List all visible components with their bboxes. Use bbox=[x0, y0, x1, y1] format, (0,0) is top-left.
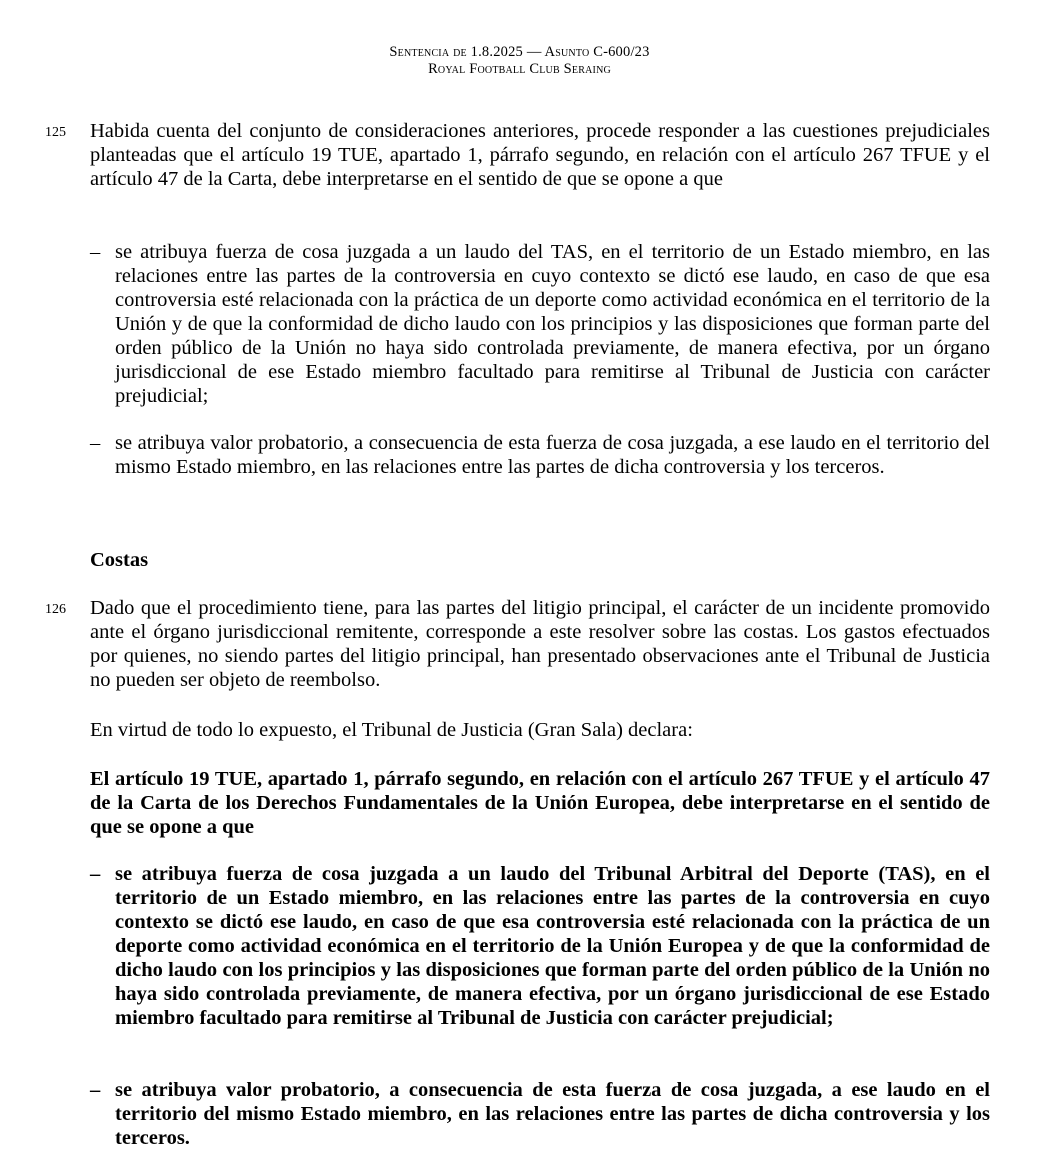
section-heading-costas: Costas bbox=[90, 549, 149, 571]
header-party-line: Royal Football Club Seraing bbox=[428, 61, 611, 77]
dash-marker: – bbox=[90, 1079, 101, 1101]
dash-marker: – bbox=[90, 432, 101, 454]
running-header bbox=[0, 44, 1039, 78]
paragraph-126: Dado que el procedimiento tiene, para las partes del litigio principal, el carácter de un incidente promovido ante el órgano jurisdiccional remitente, corresponde a este resolver sobre las costas. Los gastos efectuados por quienes, no siendo partes del litigio principal, han presentado observaciones ante el Tribunal de Justicia no pueden ser objeto de reembolso. bbox=[90, 597, 990, 691]
item-text: se atribuya valor probatorio, a consecuencia de esta fuerza de cosa juzgada, a ese laudo en el territorio del mismo Estado miembro, en las relaciones entre las partes de dicha controversia y los terceros. bbox=[115, 1079, 990, 1149]
paragraph-number-125: 125 bbox=[45, 125, 66, 140]
declaration-intro: En virtud de todo lo expuesto, el Tribunal de Justicia (Gran Sala) declara: bbox=[90, 719, 693, 741]
paragraph-125-item-1 bbox=[90, 240, 990, 408]
dash-marker: – bbox=[90, 863, 101, 885]
item-text: se atribuya fuerza de cosa juzgada a un laudo del Tribunal Arbitral del Deporte (TAS), en el territorio de un Estado miembro, en las relaciones entre las partes de la controversia en cuyo contexto se dictó ese laudo, en caso de que esa controversia esté relacionada con la práctica de un deporte como actividad económica en el territorio de la Unión Europea y de que la conformidad de dicho laudo con los principios y las disposiciones que forman parte del orden público de la Unión no haya sido controlada previamente, de manera efectiva, por un órgano jurisdiccional de ese Estado miembro facultado para remitirse al Tribunal de Justicia con carácter prejudicial; bbox=[115, 863, 990, 1029]
ruling-text: El artículo 19 TUE, apartado 1, párrafo segundo, en relación con el artículo 267 TFUE y el artículo 47 de la Carta de los Derechos Fundamentales de la Unión Europea, debe interpretarse en el sentido de que se opone a que bbox=[90, 768, 990, 838]
ruling-item-1 bbox=[90, 862, 990, 1030]
ruling-item-2 bbox=[90, 1078, 990, 1150]
item-text: se atribuya valor probatorio, a consecuencia de esta fuerza de cosa juzgada, a ese laudo en el territorio del mismo Estado miembro, en las relaciones entre las partes de dicha controversia y los terceros. bbox=[115, 432, 990, 478]
paragraph-125-item-2 bbox=[90, 431, 990, 479]
dash-marker: – bbox=[90, 241, 101, 263]
paragraph-125: Habida cuenta del conjunto de consideraciones anteriores, procede responder a las cuestiones prejudiciales planteadas que el artículo 19 TUE, apartado 1, párrafo segundo, en relación con el artículo 267 TFUE y el artículo 47 de la Carta, debe interpretarse en el sentido de que se opone a que bbox=[90, 120, 990, 190]
paragraph-number-126: 126 bbox=[45, 602, 66, 617]
header-case-line: Sentencia de 1.8.2025 — Asunto C-600/23 bbox=[389, 44, 650, 60]
item-text: se atribuya fuerza de cosa juzgada a un laudo del TAS, en el territorio de un Estado miembro, en las relaciones entre las partes de la controversia en cuyo contexto se dictó ese laudo, en caso de que esa controversia esté relacionada con la práctica de un deporte como actividad económica en el territorio de la Unión y de que la conformidad de dicho laudo con los principios y las disposiciones que forman parte del orden público de la Unión no haya sido controlada previamente, de manera efectiva, por un órgano jurisdiccional de ese Estado miembro facultado para remitirse al Tribunal de Justicia con carácter prejudicial; bbox=[115, 241, 990, 407]
